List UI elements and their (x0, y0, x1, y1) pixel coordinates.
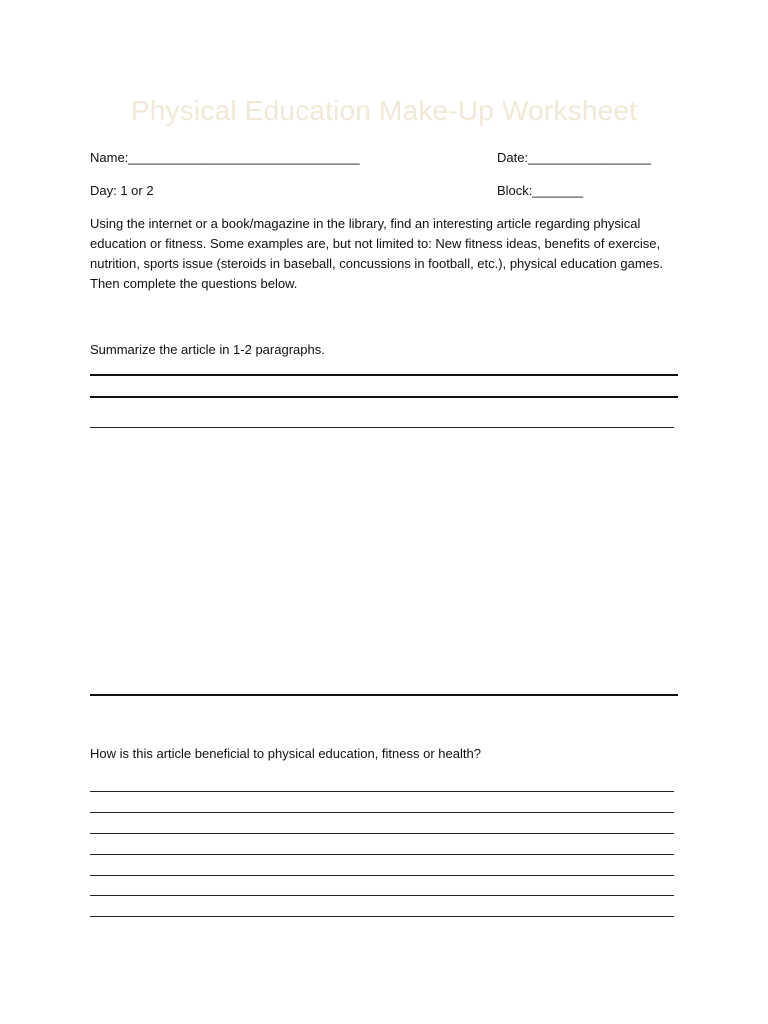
name-field: Name:________________________________ (90, 150, 360, 165)
answer-line (90, 833, 674, 834)
worksheet-title: Physical Education Make-Up Worksheet (130, 95, 638, 126)
day-field: Day: 1 or 2 (90, 183, 154, 198)
question-beneficial: How is this article beneficial to physical education, fitness or health? (90, 746, 481, 761)
answer-line (90, 916, 674, 917)
answer-line (90, 791, 674, 792)
answer-line (90, 812, 674, 813)
answer-line (90, 694, 678, 696)
answer-line (90, 854, 674, 855)
answer-line (90, 895, 674, 896)
date-field: Date:_________________ (497, 150, 651, 165)
question-summarize: Summarize the article in 1-2 paragraphs. (90, 342, 325, 357)
answer-line (90, 427, 674, 428)
block-field: Block:_______ (497, 183, 584, 198)
instructions-paragraph: Using the internet or a book/magazine in the library, find an interesting article regarding physical education or fitness. Some examples are, but not limited to: New fitness ideas, benefits of exercise, nutrition, sports issue (steroids in baseball, concussions in football, etc.), physical education games. Then complete the questions below. (90, 216, 664, 291)
answer-line (90, 374, 678, 376)
answer-line (90, 875, 674, 876)
answer-line (90, 396, 678, 398)
